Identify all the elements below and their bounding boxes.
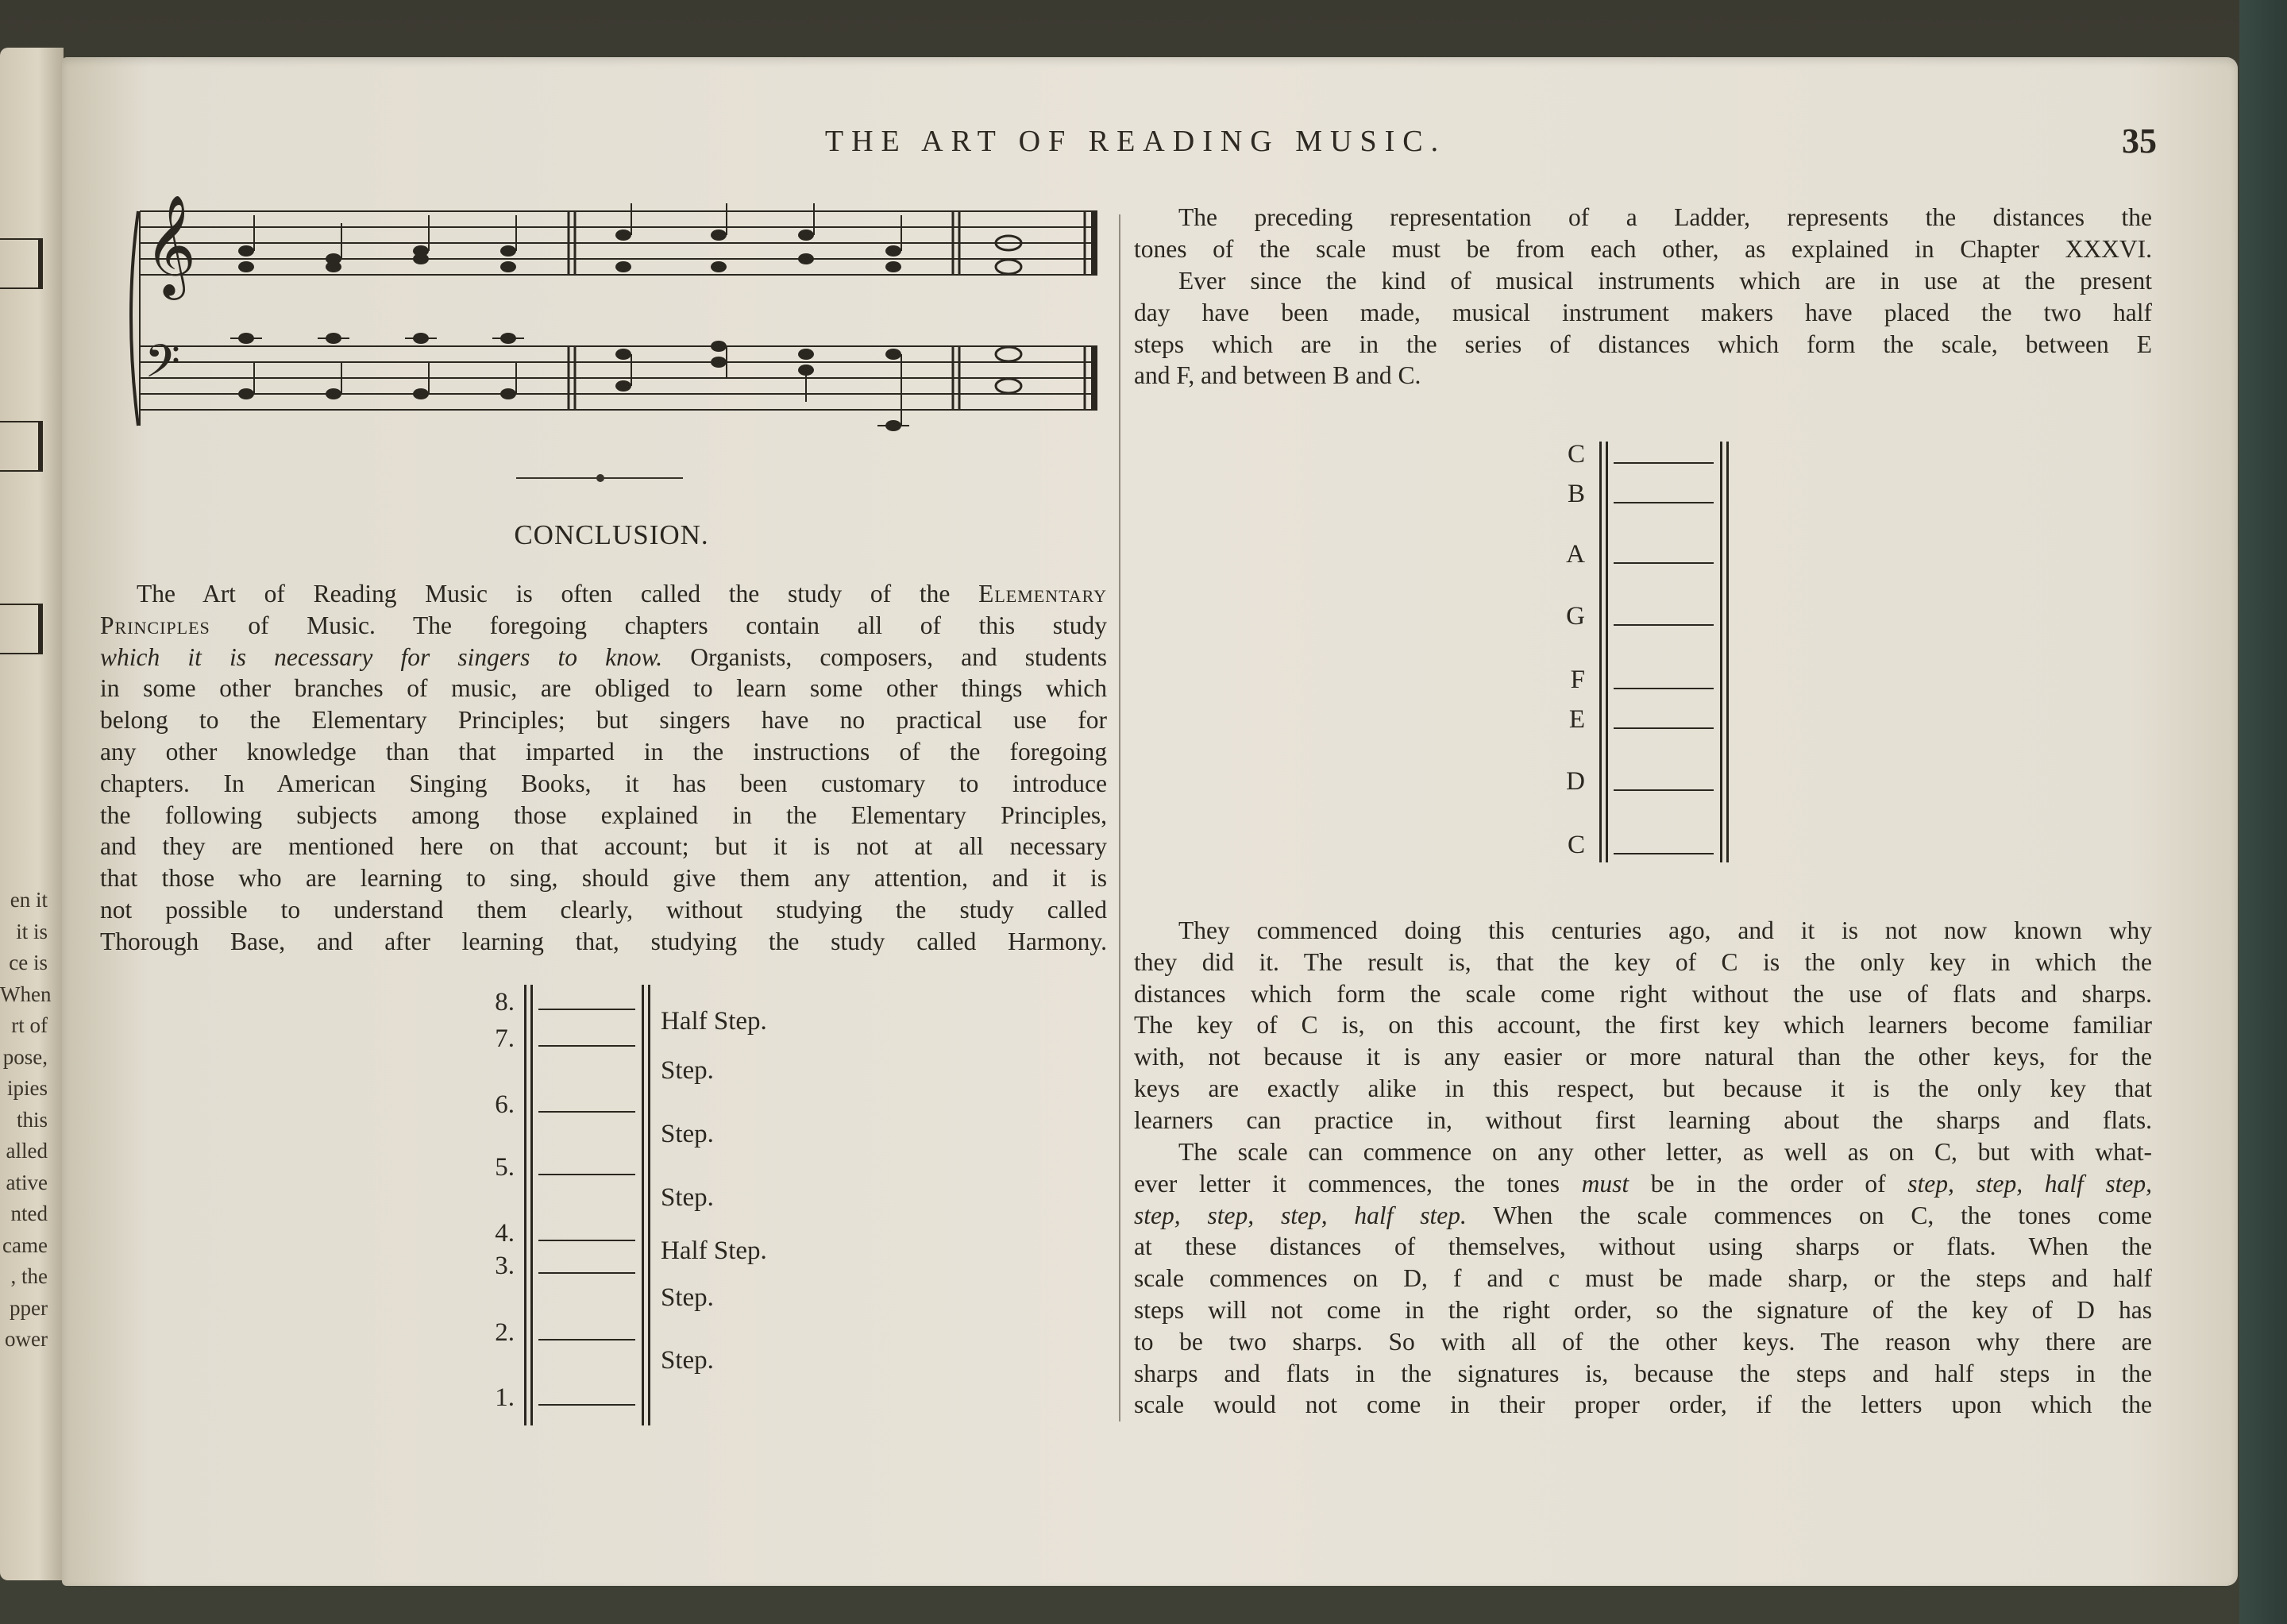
section-rule-dot — [596, 474, 604, 482]
text-run: The Art of Reading Music is often called the study of the — [137, 580, 979, 608]
text-run: be in the order of — [1629, 1169, 1908, 1198]
column-divider — [1119, 214, 1120, 1421]
text-run: step, step, step, half step. — [1134, 1201, 1467, 1229]
ladder-right-rail — [642, 985, 644, 1425]
ladder-rung — [538, 1045, 635, 1047]
paragraph-line — [1134, 1136, 2152, 1168]
sliver-word: ative — [6, 1170, 48, 1194]
ladder-rung — [1614, 727, 1714, 729]
cover-edge — [2239, 0, 2287, 1624]
text-run: the following subjects among those explained in the Elementary Principles, — [100, 800, 1107, 829]
degree-number: 5. — [495, 1153, 515, 1182]
text-run: When the scale commences on C, the tones come — [1466, 1201, 2152, 1229]
interval-label: Step. — [661, 1346, 714, 1375]
text-run: Organists, composers, and students — [662, 642, 1107, 671]
ladder-rung — [1614, 462, 1714, 464]
ladder-rung — [1614, 562, 1714, 564]
text-run: The scale can commence on any other letter, as well as on C, but with what- — [1178, 1138, 2152, 1166]
degree-number: 4. — [495, 1219, 515, 1248]
paragraph-line — [1134, 1389, 2152, 1421]
paragraph-line: Ever since the kind of musical instruments which are in use at the present — [1178, 267, 2152, 295]
paragraph-line — [1134, 1358, 2152, 1390]
sliver-word: rt of — [11, 1013, 48, 1037]
text-run: chapters. In American Singing Books, it has been customary to introduce — [100, 769, 1107, 797]
interval-label: Step. — [661, 1183, 714, 1212]
running-head-title: THE ART OF READING MUSIC. — [824, 125, 1447, 158]
paragraph-line — [100, 578, 1107, 610]
paragraph-line — [100, 642, 1107, 673]
text-run: belong to the Elementary Principles; but singers have no practical use for — [100, 706, 1107, 735]
interval-label: Half Step. — [661, 1007, 767, 1036]
ladder-rung — [538, 1174, 635, 1175]
ladder-rung — [1614, 789, 1714, 791]
note-letter: C — [1567, 440, 1585, 469]
sliver-word: this — [16, 1107, 48, 1132]
sliver-word: ipies — [7, 1076, 48, 1100]
scale-commence-paragraph — [1134, 1136, 2152, 1421]
text-run: any other knowledge than that imparted in the instructions of the foregoing — [100, 737, 1107, 766]
paragraph-line — [100, 673, 1107, 704]
text-run: must — [1581, 1169, 1629, 1198]
text-run: Elementary — [978, 580, 1107, 608]
paragraph-line — [100, 768, 1107, 800]
paragraph-line: tones of the scale must be from each other, as explained in Chapter XXXVI. — [1134, 234, 2152, 263]
ladder-rung — [538, 1272, 635, 1274]
text-run: Thorough Base, and after learning that, studying the study called Harmony. — [100, 927, 1107, 955]
paragraph-line — [1134, 1231, 2152, 1263]
note-letter: E — [1568, 705, 1585, 734]
paragraph-line: they did it. The result is, that the key of C is the only key in which the — [1134, 947, 2152, 976]
sliver-word: en it — [10, 888, 48, 912]
text-run: scale would not come in their proper order, if the letters upon which the — [1134, 1391, 2152, 1419]
text-run: Principles — [100, 611, 210, 639]
degree-number: 3. — [495, 1252, 515, 1280]
degree-number: 2. — [495, 1318, 515, 1347]
sliver-word: it is — [16, 919, 48, 943]
paragraph-line — [100, 610, 1107, 642]
text-run: in some other branches of music, are obliged to learn some other things which — [100, 674, 1107, 703]
ladder-rung — [1614, 688, 1714, 689]
instrument-makers-paragraph — [1134, 265, 2152, 392]
note-letter: B — [1567, 480, 1585, 508]
note-letter: A — [1566, 540, 1585, 569]
staff-fragment-3 — [0, 604, 43, 654]
ladder-left-rail — [524, 985, 526, 1425]
page-number: 35 — [2122, 122, 2157, 160]
conclusion-paragraph — [100, 578, 1107, 958]
paragraph-line — [100, 736, 1107, 768]
music-score — [127, 187, 1112, 442]
letter-ladder-left-rail-inner — [1606, 442, 1608, 862]
paragraph-line: steps which are in the series of distances which form the scale, between E — [1134, 330, 2152, 358]
note-letter: F — [1570, 665, 1585, 694]
text-run: at these distances of themselves, without using sharps or flats. When the — [1134, 1232, 2152, 1261]
degree-number: 1. — [495, 1383, 515, 1412]
note-letter: D — [1566, 767, 1585, 796]
sliver-word: pose, — [2, 1044, 48, 1069]
paragraph-line — [100, 862, 1107, 894]
paragraph-line — [1134, 1200, 2152, 1232]
paragraph-line: They commenced doing this centuries ago, and it is not now known why — [1178, 916, 2152, 944]
ladder-rung — [538, 1009, 635, 1010]
degree-number: 6. — [495, 1090, 515, 1119]
letter-ladder-right-rail-outer — [1726, 442, 1729, 862]
interval-label: Step. — [661, 1120, 714, 1148]
sliver-word: nted — [10, 1202, 48, 1225]
previous-page-edge — [0, 48, 64, 1580]
sliver-word: , the — [10, 1264, 48, 1288]
paragraph-line: distances which form the scale come right without the use of flats and sharps. — [1134, 979, 2152, 1008]
ladder-left-rail-inner — [530, 985, 533, 1425]
note-letter: G — [1566, 602, 1585, 631]
paragraph-line: learners can practice in, without first learning about the sharps and flats. — [1134, 1105, 2152, 1134]
sliver-word: When — [0, 982, 52, 1006]
text-run: which it is necessary for singers to know. — [100, 642, 663, 671]
paragraph-line — [100, 894, 1107, 926]
text-run: to be two sharps. So with all of the other keys. The reason why there are — [1134, 1327, 2152, 1356]
interval-label: Step. — [661, 1283, 714, 1312]
ladder-right-rail-outer — [648, 985, 650, 1425]
paragraph-line: keys are exactly alike in this respect, but because it is the only key that — [1134, 1074, 2152, 1102]
paragraph-line: with, not because it is any easier or more natural than the other keys, for the — [1134, 1043, 2152, 1071]
text-run: of Music. The foregoing chapters contain all of this study — [210, 611, 1107, 639]
sliver-word: ower — [5, 1327, 48, 1351]
paragraph-line: and F, and between B and C. — [1134, 361, 1421, 390]
degree-number: 7. — [495, 1024, 515, 1053]
ladder-rung — [538, 1404, 635, 1406]
text-run: and they are mentioned here on that account; but it is not at all necessary — [100, 832, 1107, 861]
staff-fragment-2 — [0, 421, 43, 472]
ladder-rung — [1614, 624, 1714, 626]
interval-label: Step. — [661, 1056, 714, 1085]
text-run: ever letter it commences, the tones — [1134, 1169, 1582, 1198]
letter-ladder-right-rail — [1720, 442, 1722, 862]
paragraph-line — [100, 704, 1107, 736]
staff-fragment-1 — [0, 238, 43, 289]
text-run: not possible to understand them clearly, without studying the study called — [100, 895, 1107, 924]
paragraph-line — [1134, 1326, 2152, 1358]
svg-text:𝄞: 𝄞 — [145, 194, 197, 295]
sliver-word: ce is — [9, 951, 48, 974]
ladder-rung — [538, 1240, 635, 1241]
text-run: that those who are learning to sing, should give them any attention, and it is — [100, 864, 1107, 893]
text-run: step, step, half step, — [1907, 1169, 2152, 1198]
section-heading: CONCLUSION. — [514, 519, 709, 550]
ladder-rung — [1614, 853, 1714, 854]
letter-ladder-left-rail — [1599, 442, 1602, 862]
paragraph-line — [100, 926, 1107, 958]
paragraph-line: The key of C is, on this account, the first key which learners become familiar — [1134, 1011, 2152, 1040]
paragraph-line — [100, 800, 1107, 831]
key-of-c-paragraph — [1134, 915, 2152, 1136]
ladder-rung — [538, 1111, 635, 1113]
sliver-word: alled — [6, 1139, 48, 1163]
ladder-rung — [1614, 502, 1714, 503]
degree-number: 8. — [495, 988, 515, 1016]
note-letter: C — [1567, 831, 1585, 859]
paragraph-line: day have been made, musical instrument makers have placed the two half — [1134, 298, 2152, 326]
interval-label: Half Step. — [661, 1236, 767, 1265]
paragraph-line — [1134, 1168, 2152, 1200]
paragraph-line: The preceding representation of a Ladder, represents the distances the — [1178, 203, 2152, 231]
text-run: scale commences on D, f and c must be made sharp, or the steps and half — [1134, 1264, 2152, 1293]
ladder-rung — [538, 1339, 635, 1340]
svg-text:𝄢: 𝄢 — [145, 334, 181, 399]
text-run: steps will not come in the right order, so the signature of the key of D has — [1134, 1295, 2152, 1324]
text-run: sharps and flats in the signatures is, because the steps and half steps in the — [1134, 1359, 2152, 1387]
sliver-word: came — [2, 1232, 48, 1257]
sliver-word: pper — [10, 1295, 48, 1320]
ladder-explanation-paragraph — [1134, 202, 2152, 265]
paragraph-line — [1134, 1294, 2152, 1326]
paragraph-line — [100, 831, 1107, 862]
paragraph-line — [1134, 1263, 2152, 1294]
